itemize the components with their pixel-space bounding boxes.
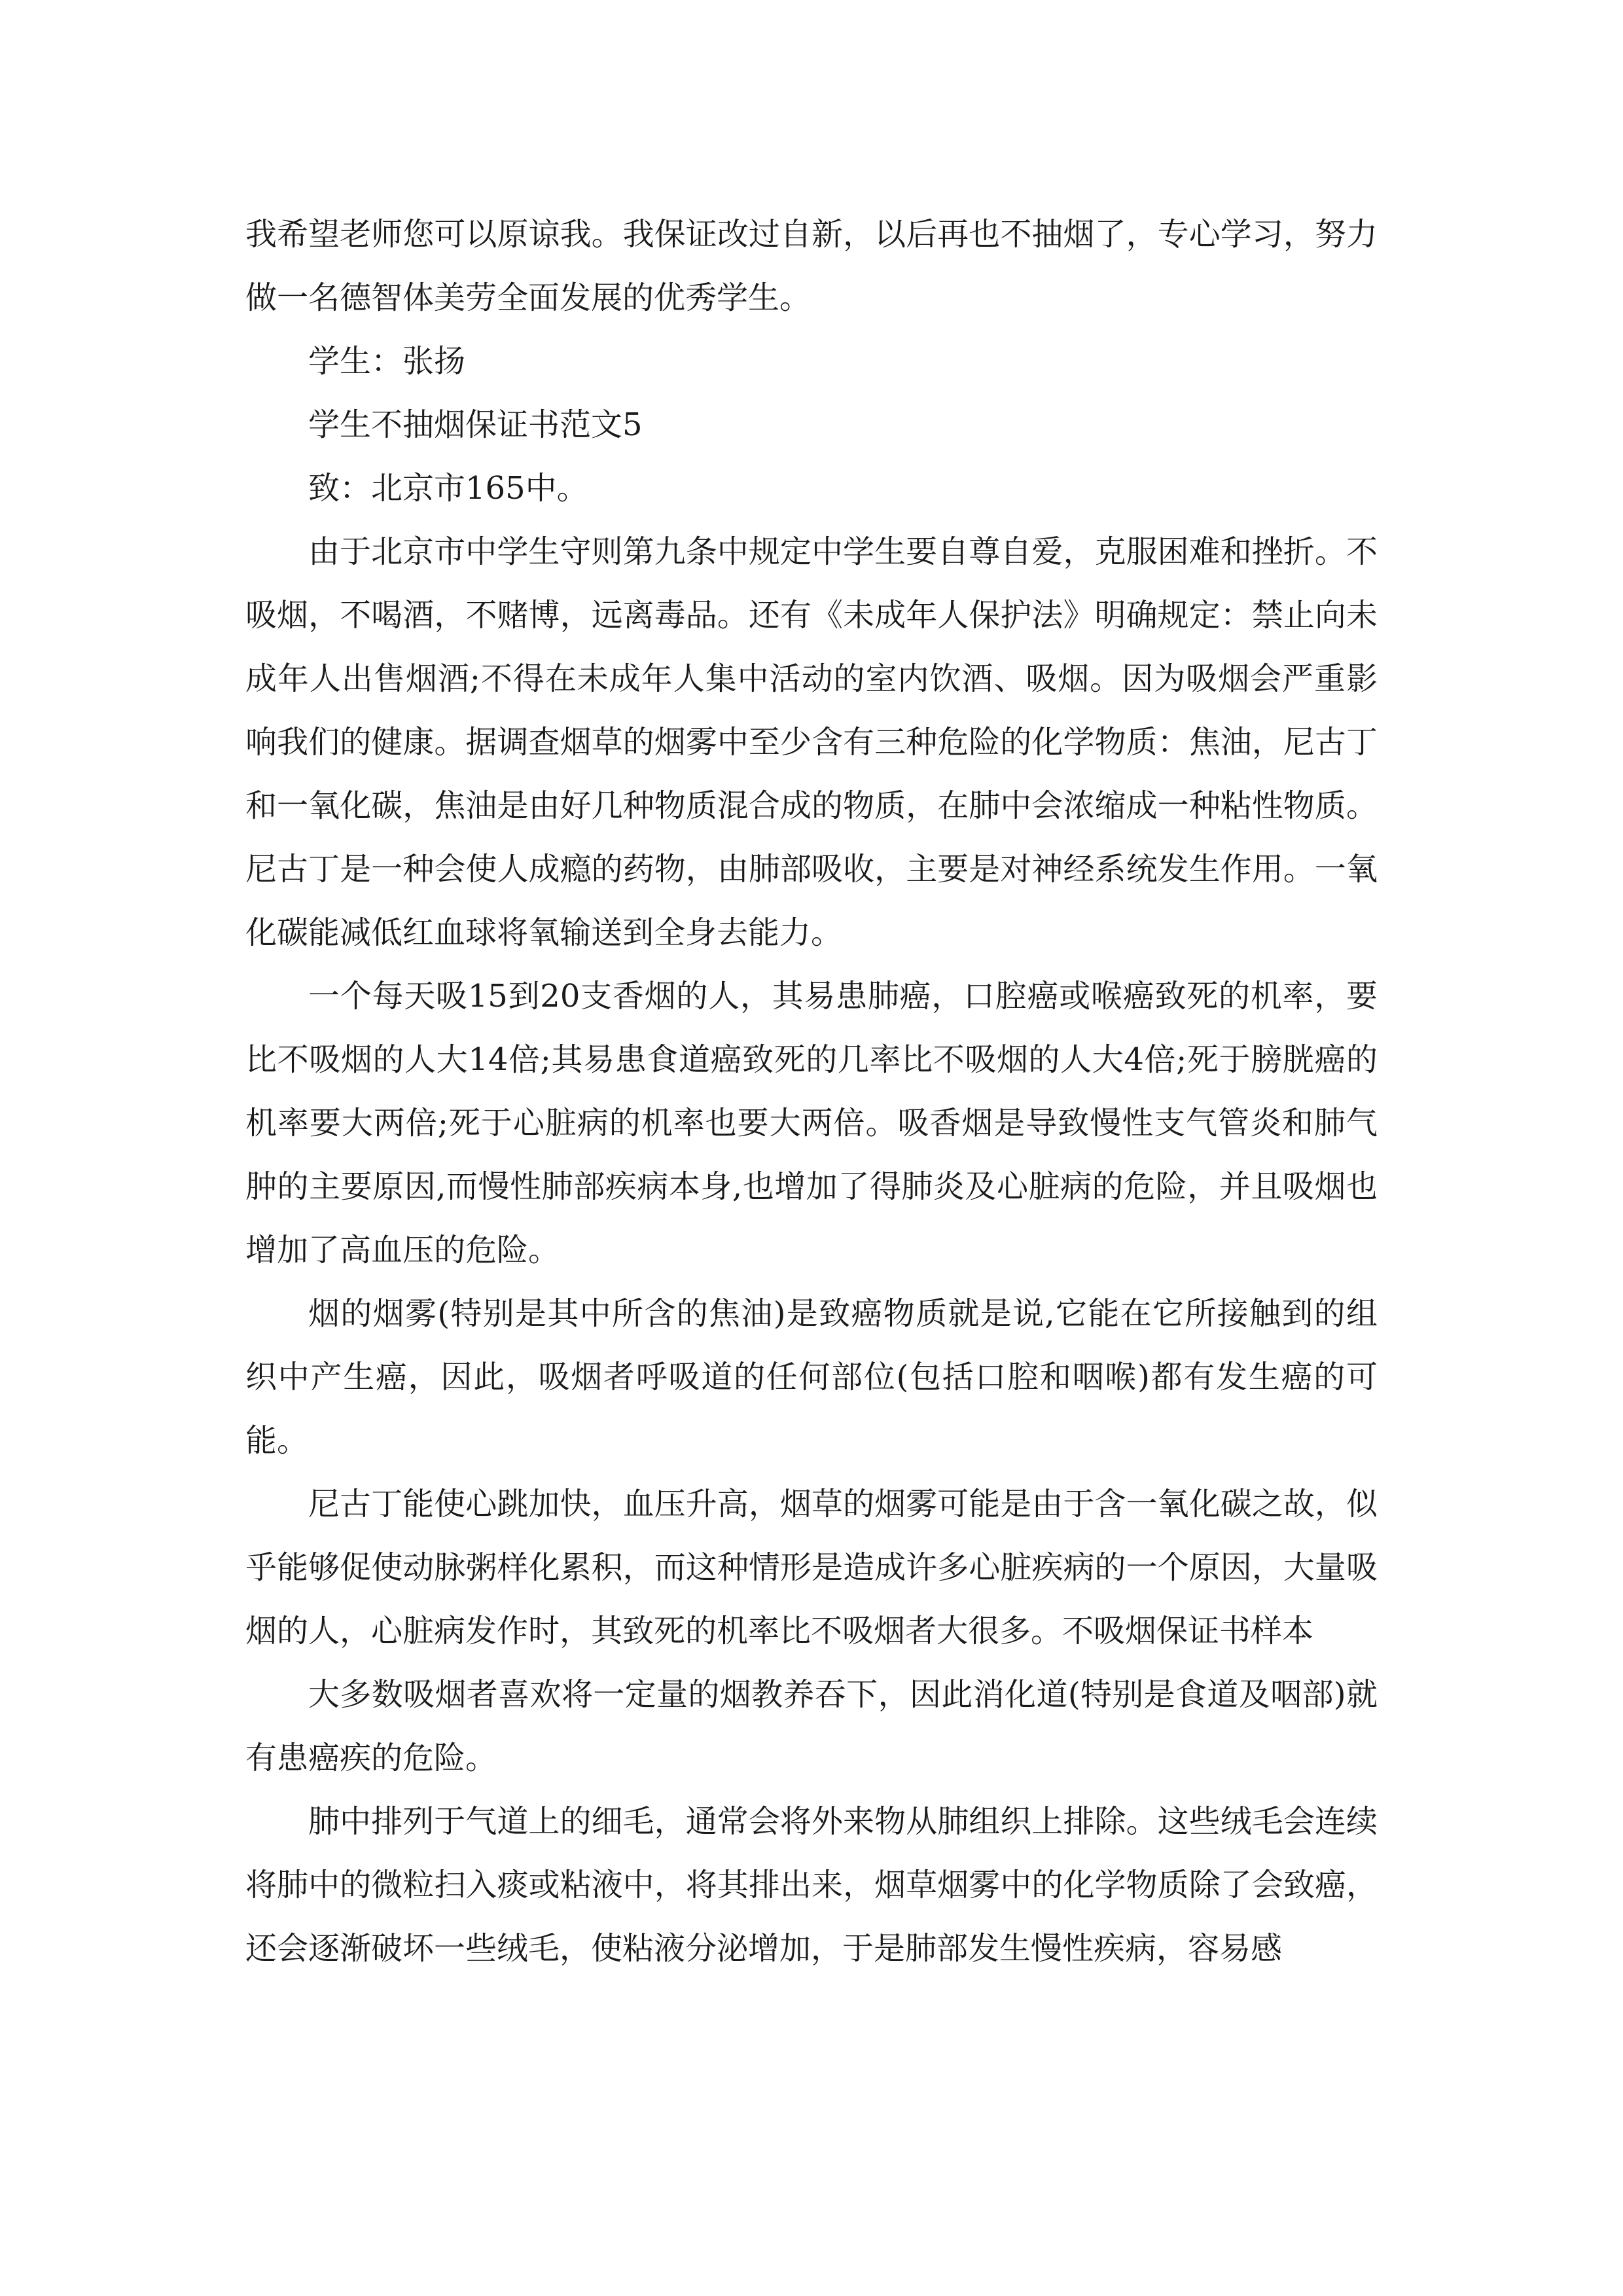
paragraph-7: 烟的烟雾(特别是其中所含的焦油)是致癌物质就是说,它能在它所接触到的组织中产生癌，因此，吸烟者呼吸道的任何部位(包括口腔和咽喉)都有发生癌的可能。	[245, 1295, 1378, 1459]
addressee-line: 致：北京市165中。	[308, 470, 588, 507]
paragraph-9: 大多数吸烟者喜欢将一定量的烟教养吞下，因此消化道(特别是食道及咽部)就有患癌疾的危险。	[245, 1676, 1378, 1776]
paragraph-10: 肺中排列于气道上的细毛，通常会将外来物从肺组织上排除。这些绒毛会连续将肺中的微粒扫入痰或粘液中，将其排出来，烟草烟雾中的化学物质除了会致癌，还会逐渐破坏一些绒毛，使粘液分泌增加，于是肺部发生慢性疾病，容易感	[245, 1803, 1378, 1967]
document-body	[245, 203, 1378, 1981]
signature-line: 学生：张扬	[308, 343, 466, 380]
paragraph-5: 由于北京市中学生守则第九条中规定中学生要自尊自爱，克服困难和挫折。不吸烟，不喝酒，不赌博，远离毒品。还有《未成年人保护法》明确规定：禁止向未成年人出售烟酒;不得在未成年人集中活动的室内饮酒、吸烟。因为吸烟会严重影响我们的健康。据调查烟草的烟雾中至少含有三种危险的化学物质：焦油，尼古丁和一氧化碳，焦油是由好几种物质混合成的物质，在肺中会浓缩成一种粘性物质。尼古丁是一种会使人成瘾的药物，由肺部吸收，主要是对神经系统发生作用。一氧化碳能减低红血球将氧输送到全身去能力。	[245, 533, 1378, 951]
paragraph-8: 尼古丁能使心跳加快，血压升高，烟草的烟雾可能是由于含一氧化碳之故，似乎能够促使动脉粥样化累积，而这种情形是造成许多心脏疾病的一个原因，大量吸烟的人，心脏病发作时，其致死的机率比不吸烟者大很多。不吸烟保证书样本	[245, 1486, 1378, 1649]
paragraph-1: 我希望老师您可以原谅我。我保证改过自新，以后再也不抽烟了，专心学习，努力做一名德智体美劳全面发展的优秀学生。	[245, 216, 1378, 316]
paragraph-6: 一个每天吸15到20支香烟的人，其易患肺癌，口腔癌或喉癌致死的机率，要比不吸烟的人大14倍;其易患食道癌致死的几率比不吸烟的人大4倍;死于膀胱癌的机率要大两倍;死于心脏病的机率也要大两倍。吸香烟是导致慢性支气管炎和肺气肿的主要原因,而慢性肺部疾病本身,也增加了得肺炎及心脏病的危险，并且吸烟也增加了高血压的危险。	[245, 978, 1378, 1268]
section-heading: 学生不抽烟保证书范文5	[308, 406, 643, 443]
